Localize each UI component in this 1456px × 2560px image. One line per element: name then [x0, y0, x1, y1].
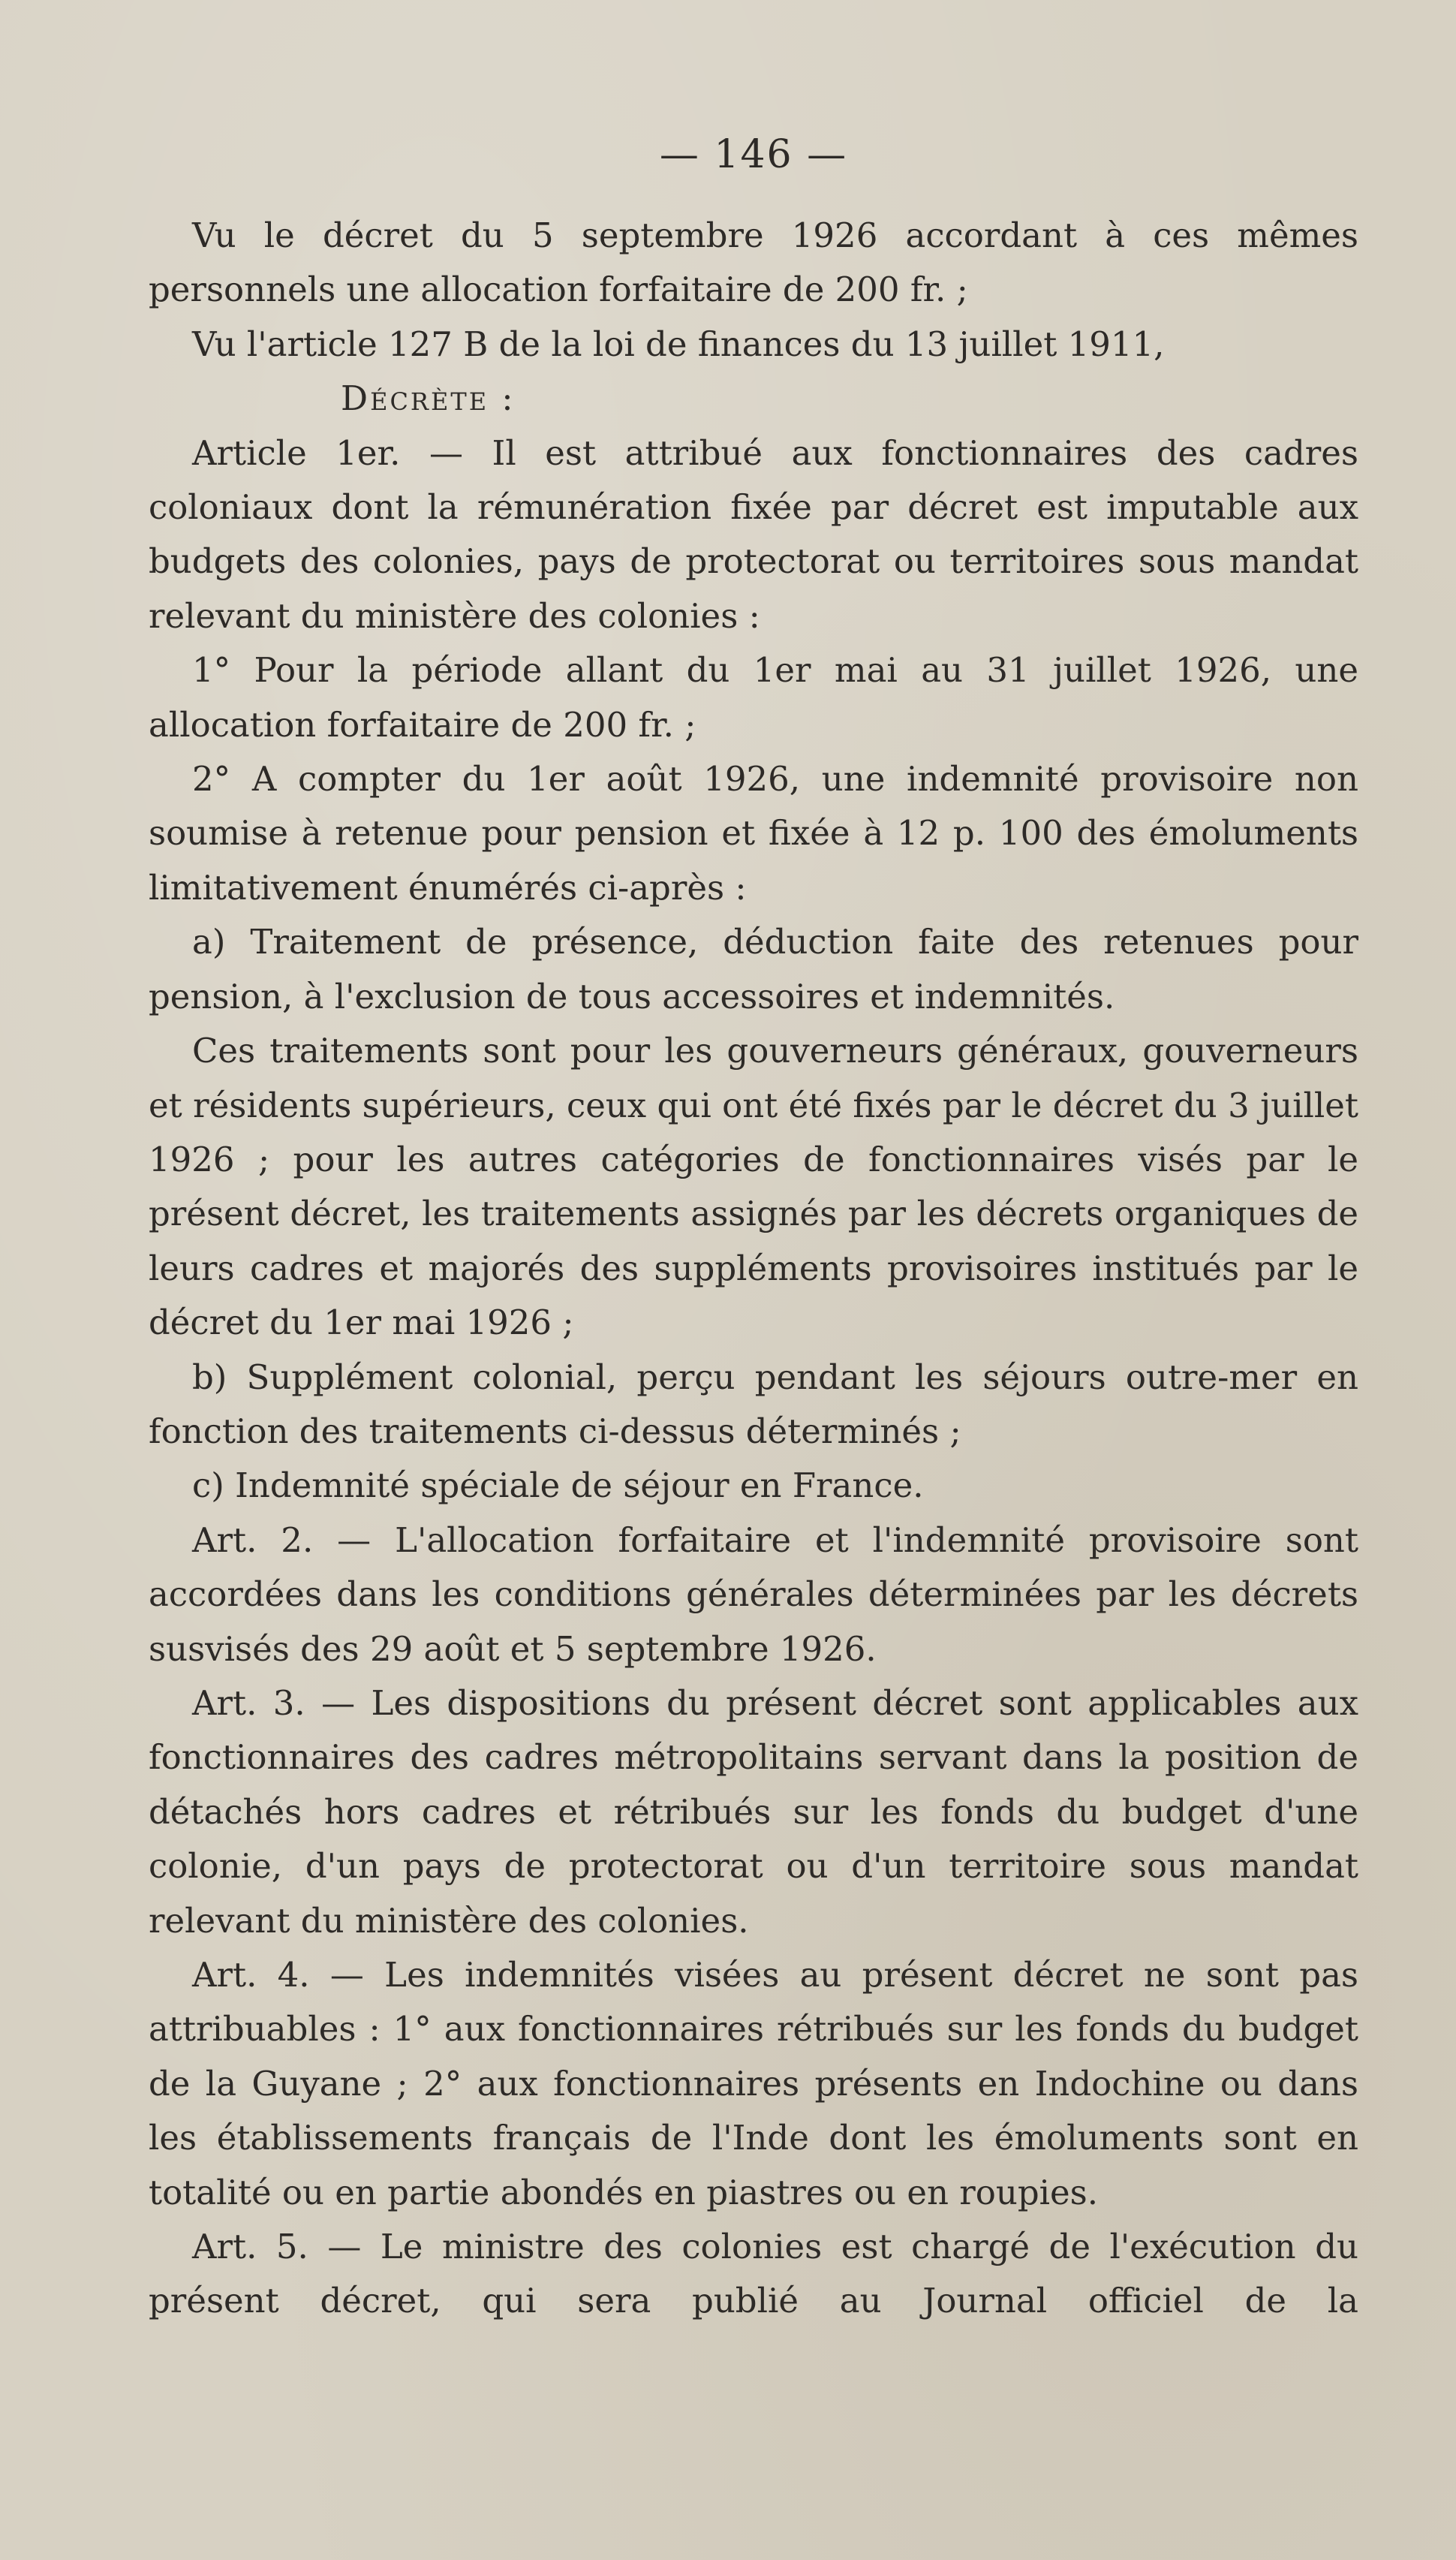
paragraph-article-3: Art. 3. — Les dispositions du présent décret sont applicables aux fonctionnaires des cadres métropolitains servant dans la position de détachés hors cadres et rétribués sur les fonds du budget d'une colonie, d'un pays de protectorat ou d'un territoire sous mandat relevant du ministère des colonies.: [149, 1682, 1358, 1941]
paragraph-item-c: c) Indemnité spéciale de séjour en France.: [192, 1465, 924, 1506]
paragraph-traitements: Ces traitements sont pour les gouverneurs généraux, gouverneurs et résidents supérieurs, ceux qui ont été fixés par le décret du 3 juillet 1926 ; pour les autres catégories de fonctionnaires visés par le présent décret, les traitements assignés par les décrets organiques de leurs cadres et majorés des suppléments provisoires institués par le décret du 1er mai 1926 ;: [149, 1031, 1358, 1343]
paragraph-item-1: 1° Pour la période allant du 1er mai au 31 juillet 1926, une allocation forfaitaire de 200 fr. ;: [149, 650, 1358, 745]
paragraph-article-1: Article 1er. — Il est attribué aux fonctionnaires des cadres coloniaux dont la rémunération fixée par décret est imputable aux budgets des colonies, pays de protectorat ou territoires sous mandat relevant du ministère des colonies :: [149, 432, 1358, 636]
page-number: — 146 —: [659, 132, 848, 177]
paragraph-vu-article: Vu l'article 127 B de la loi de finances du 13 juillet 1911,: [192, 324, 1165, 364]
paragraph-article-5: Art. 5. — Le ministre des colonies est chargé de l'exécution du présent décret, qui sera publié au Journal officiel de la: [149, 2227, 1358, 2321]
paragraph-article-4: Art. 4. — Les indemnités visées au présent décret ne sont pas attribuables : 1° aux fonctionnaires rétribués sur les fonds du budget de la Guyane ; 2° aux fonctionnaires présents en Indochine ou dans les établissements français de l'Inde dont les émoluments sont en totalité ou en partie abondés en piastres ou en roupies.: [149, 1955, 1358, 2212]
paragraph-item-b: b) Supplément colonial, perçu pendant les séjours outre-mer en fonction des traitements ci-dessus déterminés ;: [149, 1357, 1358, 1451]
paragraph-article-2: Art. 2. — L'allocation forfaitaire et l'indemnité provisoire sont accordées dans les conditions générales déterminées par les décrets susvisés des 29 août et 5 septembre 1926.: [149, 1519, 1358, 1669]
document-page: [149, 132, 1358, 2329]
paragraph-item-a: a) Traitement de présence, déduction faite des retenues pour pension, à l'exclusion de tous accessoires et indemnités.: [149, 922, 1358, 1016]
paragraph-decrete: Décrète :: [341, 378, 516, 419]
paragraph-item-2: 2° A compter du 1er août 1926, une indemnité provisoire non soumise à retenue pour pension et fixée à 12 p. 100 des émoluments limitativement énumérés ci-après :: [149, 759, 1358, 908]
paragraph-vu-decret: Vu le décret du 5 septembre 1926 accordant à ces mêmes personnels une allocation forfaitaire de 200 fr. ;: [149, 215, 1358, 310]
